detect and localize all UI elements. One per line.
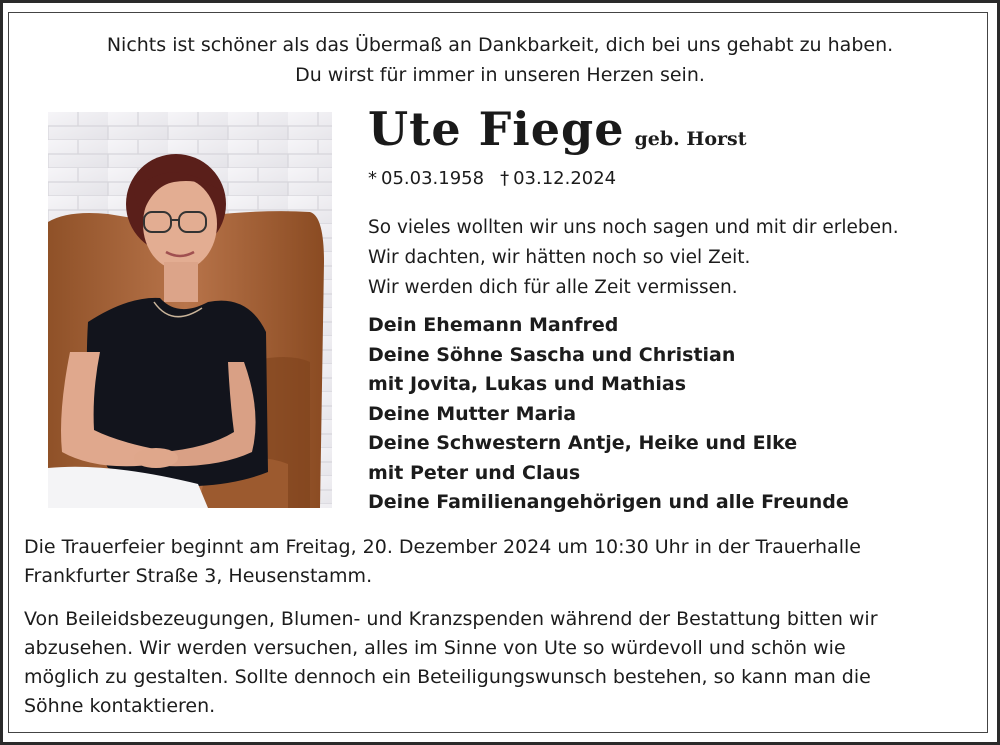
deceased-name: Ute Fiege — [368, 102, 625, 156]
portrait-photo — [48, 112, 332, 508]
mourners-list — [368, 311, 849, 518]
death-date: 03.12.2024 — [513, 168, 617, 189]
cross-icon: † — [500, 168, 510, 189]
closing-line: Von Beileidsbezeugungen, Blumen- und Kranzspenden während der Bestattung bitten wir — [24, 608, 878, 630]
closing-line: möglich zu gestalten. Sollte dennoch ein Beteiligungswunsch bestehen, so kann man die — [24, 666, 871, 688]
mourner-line: Deine Schwestern Antje, Heike und Elke — [368, 432, 798, 454]
life-dates — [368, 168, 616, 189]
closing-note — [24, 605, 878, 721]
poem-line: Wir werden dich für alle Zeit vermissen. — [368, 277, 738, 298]
mourner-line: Deine Söhne Sascha und Christian — [368, 343, 736, 366]
birth-symbol: * — [368, 168, 377, 189]
mourner-line: Deine Familienangehörigen und alle Freunde — [368, 491, 849, 513]
birth-date: 05.03.1958 — [381, 168, 485, 189]
mourner-line: mit Peter und Claus — [368, 461, 581, 484]
motto-line: Nichts ist schöner als das Übermaß an Dankbarkeit, dich bei uns gehabt zu haben. — [106, 34, 894, 56]
closing-line: abzusehen. Wir werden versuchen, alles im Sinne von Ute so würdevoll und schön wie — [24, 637, 846, 659]
funeral-service-info — [24, 533, 861, 591]
motto — [0, 30, 1000, 90]
service-line: Die Trauerfeier beginnt am Freitag, 20. Dezember 2024 um 10:30 Uhr in der Trauerhalle — [24, 536, 861, 558]
mourner-line: Dein Ehemann Manfred — [368, 314, 619, 336]
service-line: Frankfurter Straße 3, Heusenstamm. — [24, 565, 373, 587]
motto-line: Du wirst für immer in unseren Herzen sein. — [295, 64, 705, 86]
maiden-name: geb. Horst — [634, 128, 747, 150]
poem — [368, 213, 899, 303]
closing-line: Söhne kontaktieren. — [24, 695, 216, 717]
mourner-line: mit Jovita, Lukas und Mathias — [368, 373, 687, 395]
poem-line: So vieles wollten wir uns noch sagen und mit dir erleben. — [368, 217, 899, 238]
poem-line: Wir dachten, wir hätten noch so viel Zeit. — [368, 247, 751, 268]
mourner-line: Deine Mutter Maria — [368, 402, 577, 425]
deceased-name-row — [368, 102, 746, 156]
